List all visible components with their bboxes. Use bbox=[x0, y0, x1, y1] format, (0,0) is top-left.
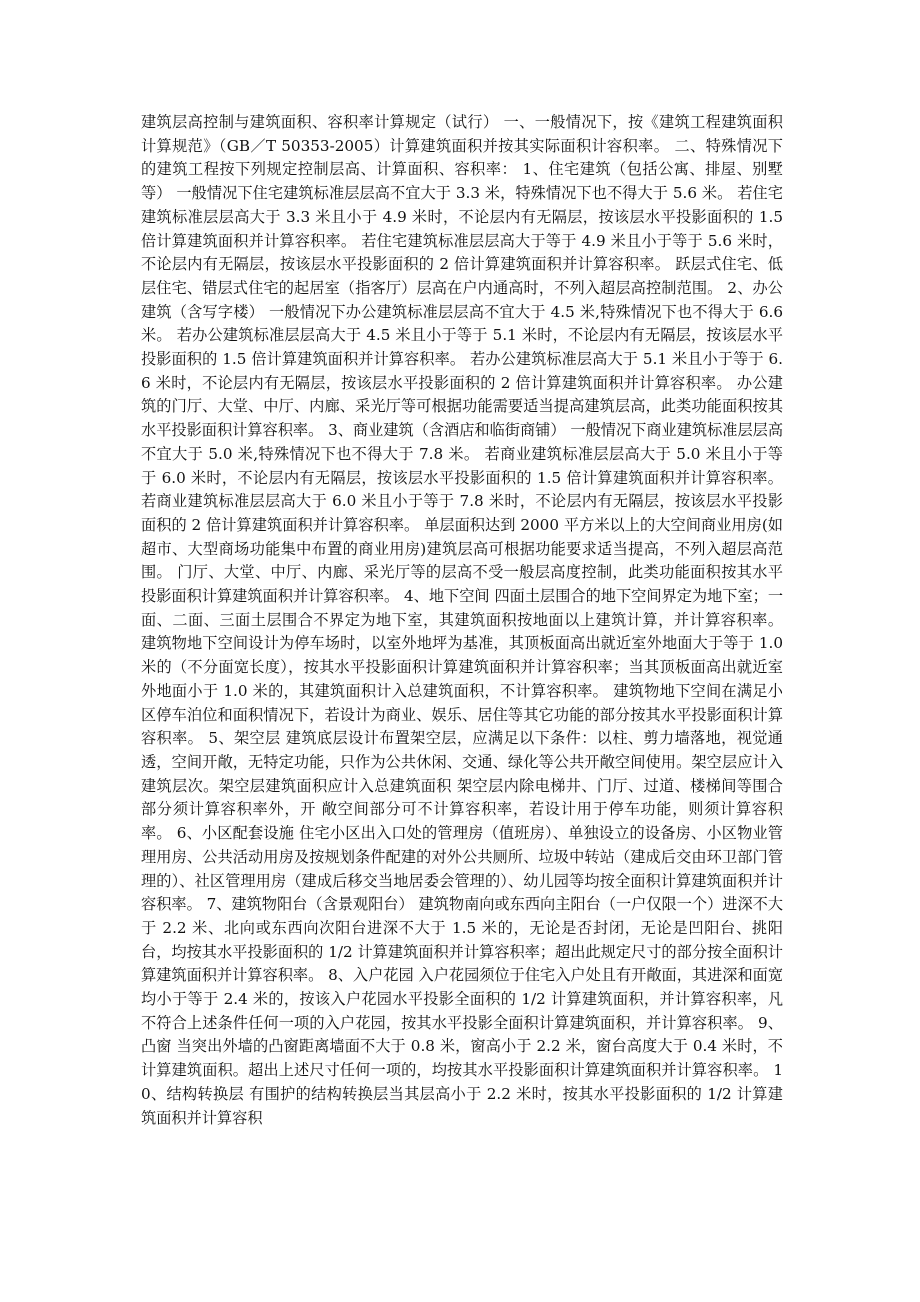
document-body-text: 建筑层高控制与建筑面积、容积率计算规定（试行） 一、一般情况下，按《建筑工程建筑面积计算规范》（GB／T 50353-2005）计算建筑面积并按其实际面积计容积率。 二、特殊情况下的建筑工程按下列规定控制层高、计算面积、容积率： 1、住宅建筑（包括公寓、排屋、别墅等） 一般情况下住宅建筑标准层层高不宜大于 3.3 米，特殊情况下也不得大于 5.6 米。 若住宅建筑标准层层高大于 3.3 米且小于 4.9 米时，不论层内有无隔层，按该层水平投影面积的 1.5 倍计算建筑面积并计算容积率。 若住宅建筑标准层层高大于等于 4.9 米且小于等于 5.6 米时，不论层内有无隔层，按该层水平投影面积的 2 倍计算建筑面积并计算容积率。 跃层式住宅、低层住宅、错层式住宅的起居室（指客厅）层高在户内通高时，不列入超层高控制范围。 2、办公建筑（含写字楼） 一般情况下办公建筑标准层层高不宜大于 4.5 米,特殊情况下也不得大于 6.6 米。 若办公建筑标准层层高大于 4.5 米且小于等于 5.1 米时，不论层内有无隔层，按该层水平投影面积的 1.5 倍计算建筑面积并计算容积率。 若办公建筑标准层高大于 5.1 米且小于等于 6.6 米时，不论层内有无隔层，按该层水平投影面积的 2 倍计算建筑面积并计算容积率。 办公建筑的门厅、大堂、中厅、内廊、采光厅等可根据功能需要适当提高建筑层高，此类功能面积按其水平投影面积计算容积率。 3、商业建筑（含酒店和临街商铺） 一般情况下商业建筑标准层层高不宜大于 5.0 米,特殊情况下也不得大于 7.8 米。 若商业建筑标准层层高大于 5.0 米且小于等于 6.0 米时，不论层内有无隔层，按该层水平投影面积的 1.5 倍计算建筑面积并计算容积率。 若商业建筑标准层层高大于 6.0 米且小于等于 7.8 米时，不论层内有无隔层，按该层水平投影面积的 2 倍计算建筑面积并计算容积率。 单层面积达到 2000 平方米以上的大空间商业用房(如超市、大型商场功能集中布置的商业用房)建筑层高可根据功能要求适当提高，不列入超层高范围。 门厅、大堂、中厅、内廊、采光厅等的层高不受一般层高度控制，此类功能面积按其水平投影面积计算建筑面积并计算容积率。 4、地下空间 四面土层围合的地下空间界定为地下室；一面、二面、三面土层围合不界定为地下室，其建筑面积按地面以上建筑计算，并计算容积率。 建筑物地下空间设计为停车场时，以室外地坪为基准，其顶板面高出就近室外地面大于等于 1.0 米的（不分面宽长度），按其水平投影面积计算建筑面积并计算容积率；当其顶板面高出就近室外地面小于 1.0 米的，其建筑面积计入总建筑面积，不计算容积率。 建筑物地下空间在满足小区停车泊位和面积情况下，若设计为商业、娱乐、居住等其它功能的部分按其水平投影面积计算容积率。 5、架空层 建筑底层设计布置架空层，应满足以下条件：以柱、剪力墙落地，视觉通透，空间开敞，无特定功能，只作为公共休闲、交通、绿化等公共开敞空间使用。架空层应计入建筑层次。架空层建筑面积应计入总建筑面积 架空层内除电梯井、门厅、过道、楼梯间等围合部分须计算容积率外，开 敞空间部分可不计算容积率，若设计用于停车功能，则须计算容积率。 6、小区配套设施 住宅小区出入口处的管理房（值班房）、单独设立的设备房、小区物业管理用房、公共活动用房及按规划条件配建的对外公共厕所、垃圾中转站（建成后交由环卫部门管理的）、社区管理用房（建成后移交当地居委会管理的）、幼儿园等均按全面积计算建筑面积并计容积率。 7、建筑物阳台（含景观阳台） 建筑物南向或东西向主阳台（一户仅限一个）进深不大于 2.2 米、北向或东西向次阳台进深不大于 1.5 米的，无论是否封闭，无论是凹阳台、挑阳台，均按其水平投影面积的 1/2 计算建筑面积并计算容积率；超出此规定尺寸的部分按全面积计算建筑面积并计算容积率。 8、入户花园 入户花园须位于住宅入户处且有开敞面，其进深和面宽均小于等于 2.4 米的，按该入户花园水平投影全面积的 1/2 计算建筑面积，并计算容积率，凡不符合上述条件任何一项的入户花园，按其水平投影全面积计算建筑面积，并计算容积率。 9、凸窗 当突出外墙的凸窗距离墙面不大于 0.8 米，窗高小于 2.2 米，窗台高度大于 0.4 米时，不计算建筑面积。超出上述尺寸任何一项的，均按其水平投影面积计算建筑面积并计算容积率。 10、结构转换层 有围护的结构转换层当其层高小于 2.2 米时，按其水平投影面积的 1/2 计算建筑面积并计算容积 bbox=[141, 113, 784, 1127]
